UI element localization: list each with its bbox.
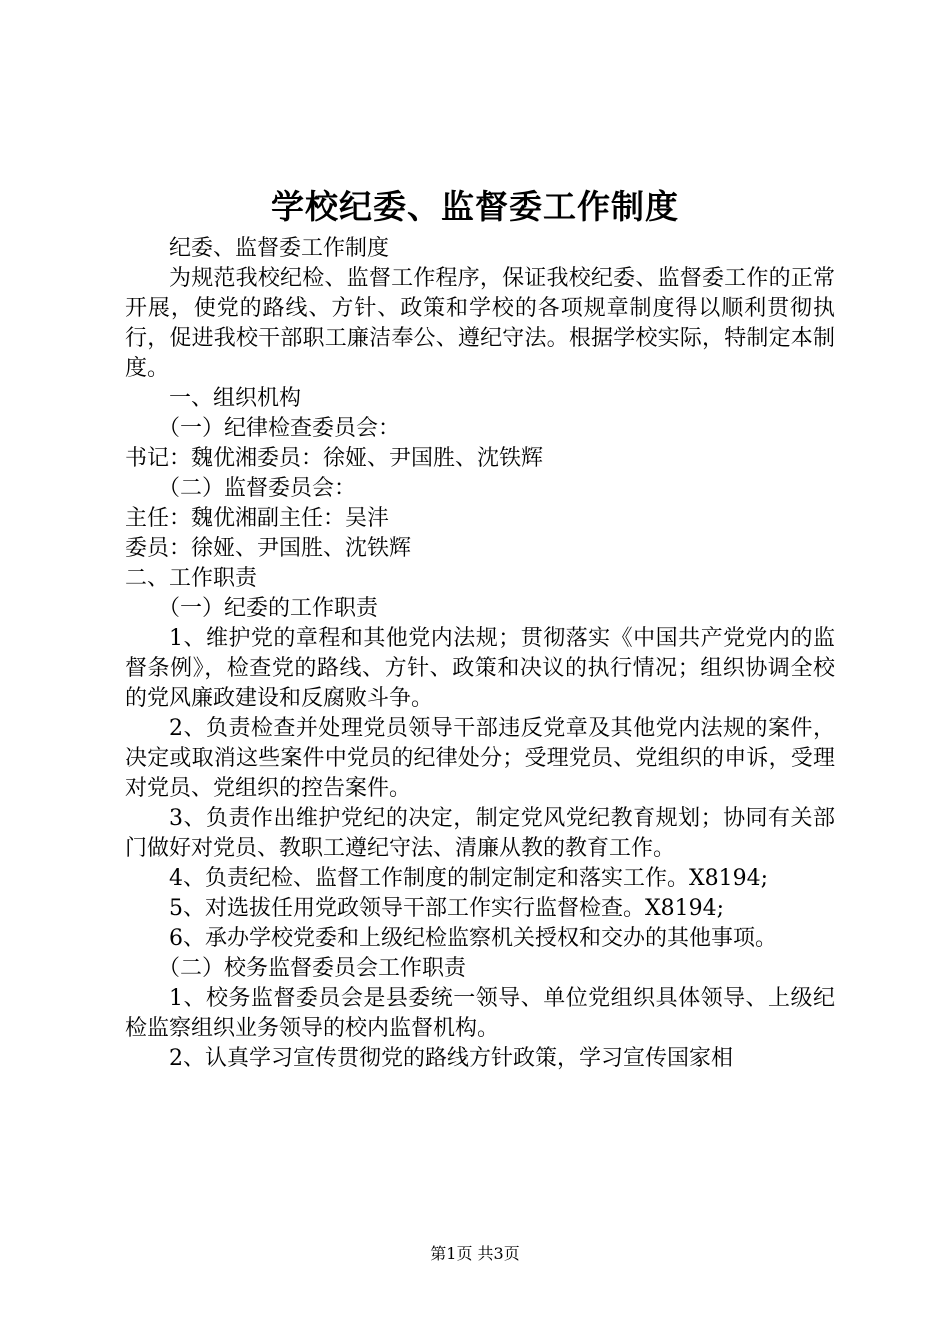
- subsection-discipline-committee: （一）纪律检查委员会：: [158, 416, 401, 441]
- list-item-duty-3: 3、负责作出维护党纪的决定，制定党风党纪教育规划；协同有关部门做好对党员、教职工遵纪守法、清廉从教的教育工作。: [125, 806, 835, 861]
- paragraph-secretary: 书记：魏优湘委员：徐娅、尹国胜、沈铁辉: [125, 446, 544, 471]
- document-title: 学校纪委、监督委工作制度: [271, 187, 679, 226]
- subsection-discipline-duties: （一）纪委的工作职责: [158, 596, 379, 621]
- paragraph-intro: 为规范我校纪检、监督工作程序，保证我校纪委、监督委工作的正常开展，使党的路线、方针、政策和学校的各项规章制度得以顺利贯彻执行，促进我校干部职工廉洁奉公、遵纪守法。根据学校实际，特制定本制度。: [125, 266, 835, 381]
- list-item-duty-5: 5、对选拔任用党政领导干部工作实行监督检查。X8194;: [169, 896, 725, 921]
- list-item-duty-6: 6、承办学校党委和上级纪检监察机关授权和交办的其他事项。: [169, 926, 777, 951]
- page-number-footer: 第1页 共3页: [430, 1244, 520, 1263]
- list-item-supervision-1: 1、校务监督委员会是县委统一领导、单位党组织具体领导、上级纪检监察组织业务领导的校内监督机构。: [125, 986, 835, 1041]
- section-heading-duties: 二、工作职责: [125, 566, 258, 591]
- paragraph-director: 主任：魏优湘副主任：吴沣: [125, 506, 390, 531]
- list-item-supervision-2: 2、认真学习宣传贯彻党的路线方针政策，学习宣传国家相: [169, 1046, 733, 1071]
- paragraph-subtitle: 纪委、监督委工作制度: [169, 236, 390, 261]
- subsection-supervision-committee: （二）监督委员会：: [158, 476, 357, 501]
- list-item-duty-2: 2、负责检查并处理党员领导干部违反党章及其他党内法规的案件，决定或取消这些案件中党员的纪律处分；受理党员、党组织的申诉，受理对党员、党组织的控告案件。: [125, 716, 835, 801]
- document-body: [125, 234, 835, 1074]
- paragraph-members: 委员：徐娅、尹国胜、沈铁辉: [125, 536, 412, 561]
- subsection-school-supervision-duties: （二）校务监督委员会工作职责: [158, 956, 467, 981]
- section-heading-organization: 一、组织机构: [169, 386, 302, 411]
- list-item-duty-1: 1、维护党的章程和其他党内法规；贯彻落实《中国共产党党内的监督条例》，检查党的路线、方针、政策和决议的执行情况；组织协调全校的党风廉政建设和反腐败斗争。: [125, 626, 835, 711]
- list-item-duty-4: 4、负责纪检、监督工作制度的制定制定和落实工作。X8194;: [169, 866, 769, 891]
